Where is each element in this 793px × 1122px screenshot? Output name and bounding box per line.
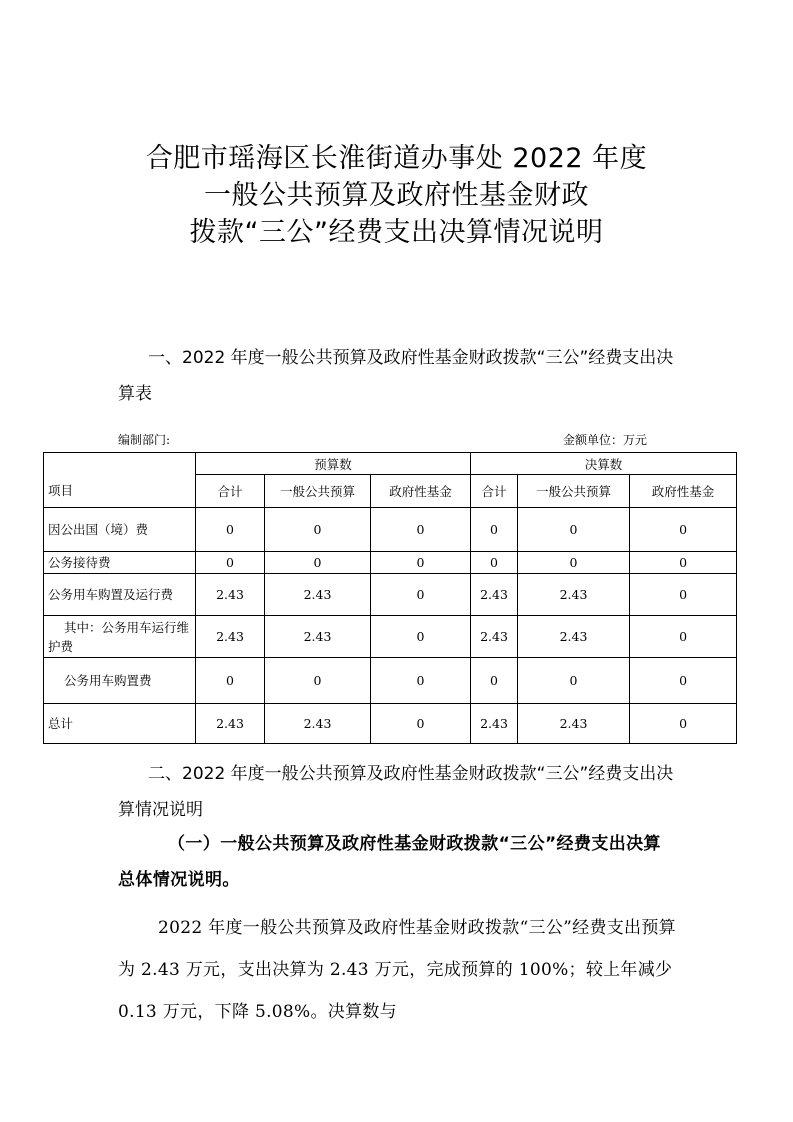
sub-header: 一般公共预算 — [518, 475, 630, 508]
expenditure-table — [43, 452, 737, 744]
title-line-2: 一般公共预算及政府性基金财政 — [204, 180, 589, 211]
row-label: 公务用车购置及运行费 — [44, 574, 196, 616]
table-cell: 0 — [196, 658, 265, 704]
table-cell: 0 — [371, 552, 471, 574]
table-cell: 0 — [518, 508, 630, 552]
table-row — [44, 616, 737, 658]
title-line-3: 拨款“三公”经费支出决算情况说明 — [189, 217, 604, 248]
table-cell: 2.43 — [471, 574, 518, 616]
table-cell: 0 — [265, 508, 371, 552]
table-cell: 2.43 — [518, 616, 630, 658]
sub-header: 政府性基金 — [630, 475, 737, 508]
table-cell: 0 — [630, 508, 737, 552]
table-cell: 0 — [265, 658, 371, 704]
section1-heading: 一、2022 年度一般公共预算及政府性基金财政拨款“三公”经费支出决算表 — [118, 348, 674, 404]
section2-subheading: （一）一般公共预算及政府性基金财政拨款“三公”经费支出决算总体情况说明。 — [118, 834, 661, 890]
table-sub-header-row — [44, 475, 737, 508]
table-cell: 2.43 — [471, 616, 518, 658]
table-cell: 2.43 — [265, 616, 371, 658]
table-row-total — [44, 704, 737, 744]
item-column-header: 项目 — [44, 475, 196, 508]
table-cell: 0 — [471, 552, 518, 574]
table-cell: 0 — [265, 552, 371, 574]
table-row — [44, 574, 737, 616]
table-cell: 0 — [371, 508, 471, 552]
table-cell: 2.43 — [265, 574, 371, 616]
document-title — [0, 140, 793, 251]
row-label: 公务接待费 — [44, 552, 196, 574]
table-cell: 0 — [371, 574, 471, 616]
table-cell: 0 — [518, 658, 630, 704]
table-cell: 2.43 — [196, 704, 265, 744]
table-cell: 0 — [630, 704, 737, 744]
table-cell: 0 — [630, 552, 737, 574]
table-row — [44, 552, 737, 574]
table-cell: 0 — [630, 616, 737, 658]
table-cell: 0 — [471, 508, 518, 552]
table-cell: 2.43 — [471, 704, 518, 744]
table-cell: 0 — [518, 552, 630, 574]
table-cell: 0 — [371, 704, 471, 744]
table-cell: 0 — [630, 658, 737, 704]
table-row — [44, 658, 737, 704]
table-row — [44, 508, 737, 552]
row-label: 其中：公务用车运行维护费 — [44, 616, 196, 658]
table-cell: 0 — [371, 616, 471, 658]
sub-header: 合计 — [196, 475, 265, 508]
amount-unit-label: 金额单位：万元 — [563, 433, 648, 447]
body-paragraph: 2022 年度一般公共预算及政府性基金财政拨款“三公”经费支出预算为 2.43 万元，支出决算为 2.43 万元，完成预算的 100%；较上年减少 0.13 万元，下降 5.08%。决算数与 — [118, 918, 676, 1022]
title-line-1: 合肥市瑶海区长淮街道办事处 2022 年度 — [145, 143, 648, 174]
table-cell: 2.43 — [518, 574, 630, 616]
final-group-header: 决算数 — [471, 453, 737, 475]
section2-heading: 二、2022 年度一般公共预算及政府性基金财政拨款“三公”经费支出决算情况说明 — [118, 764, 674, 820]
row-label: 因公出国（境）费 — [44, 508, 196, 552]
table-cell: 2.43 — [265, 704, 371, 744]
table-cell: 0 — [196, 552, 265, 574]
budget-group-header: 预算数 — [196, 453, 471, 475]
table-cell: 0 — [630, 574, 737, 616]
table-cell: 0 — [371, 658, 471, 704]
table-cell: 2.43 — [518, 704, 630, 744]
sub-header: 合计 — [471, 475, 518, 508]
table-cell: 0 — [471, 658, 518, 704]
table-cell: 0 — [196, 508, 265, 552]
table-cell: 2.43 — [196, 574, 265, 616]
table-group-header-row — [44, 453, 737, 475]
row-label: 公务用车购置费 — [44, 658, 196, 704]
sub-header: 一般公共预算 — [265, 475, 371, 508]
table-cell: 2.43 — [196, 616, 265, 658]
compiling-unit-label: 编制部门: — [118, 433, 171, 447]
row-label: 总计 — [44, 704, 196, 744]
sub-header: 政府性基金 — [371, 475, 471, 508]
